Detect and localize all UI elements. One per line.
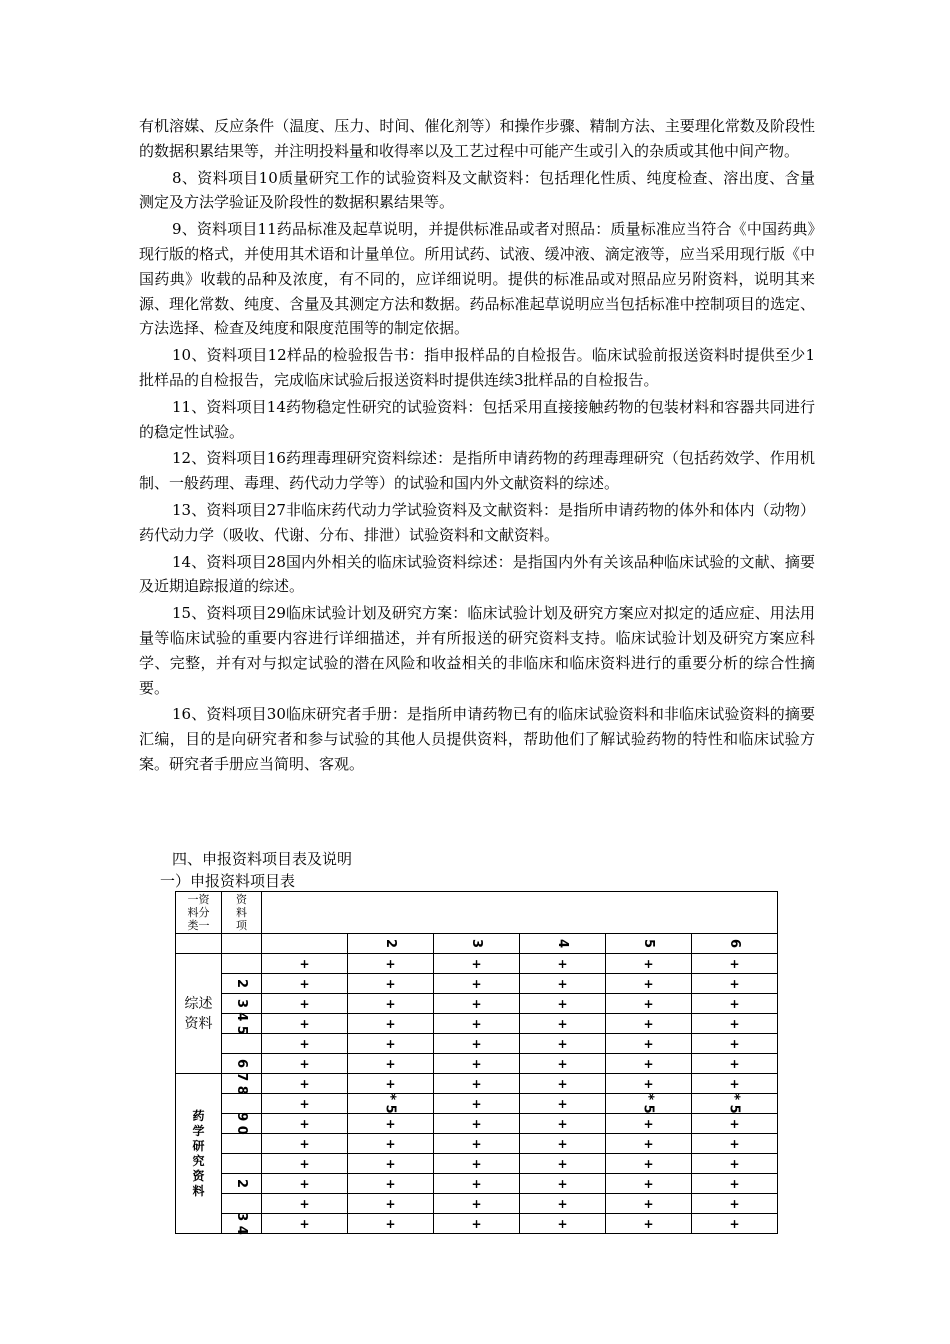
plus-cell: +: [520, 1074, 606, 1094]
plus-cell: +: [692, 1174, 778, 1194]
plus-cell: +: [262, 1114, 348, 1134]
item-label: 2: [222, 974, 262, 994]
table-header-row: [176, 892, 778, 934]
table-row: [176, 1034, 778, 1054]
plus-cell: +: [262, 954, 348, 974]
plus-cell: +: [262, 1194, 348, 1214]
table-row: [176, 1134, 778, 1154]
plus-cell: +: [520, 1094, 606, 1114]
col-number: 6: [692, 934, 778, 954]
paragraph-5: 12、资料项目16药理毒理研究资料综述：是指所申请药物的药理毒理研究（包括药效学、作用机制、一般药理、毒理、药代动力学等）的试验和国内外文献资料的综述。: [139, 449, 815, 493]
item-label: 7 8: [222, 1074, 262, 1094]
plus-cell: +: [692, 974, 778, 994]
plus-cell: +: [348, 1174, 434, 1194]
category-pharmacy: 药学研究资料: [176, 1074, 222, 1234]
table-row: [176, 1194, 778, 1214]
plus-cell: +: [348, 994, 434, 1014]
plus-cell: +: [520, 954, 606, 974]
table-number-row: [176, 934, 778, 954]
plus-cell: +: [520, 1194, 606, 1214]
plus-cell: +: [520, 1114, 606, 1134]
plus-cell: +: [520, 1014, 606, 1034]
paragraph-1: 8、资料项目10质量研究工作的试验资料及文献资料：包括理化性质、纯度检查、溶出度、含量测定及方法学验证及阶段性的数据积累结果等。: [139, 168, 815, 212]
plus-cell: +: [692, 1134, 778, 1154]
plus-cell: +: [434, 1194, 520, 1214]
paragraph-4: 11、资料项目14药物稳定性研究的试验资料：包括采用直接接触药物的包装材料和容器共同进行的稳定性试验。: [139, 397, 815, 441]
item-label: 9 0: [222, 1114, 262, 1134]
col-number: 5: [606, 934, 692, 954]
plus-cell: +: [606, 1174, 692, 1194]
plus-cell: +: [348, 974, 434, 994]
plus-cell: +: [434, 1054, 520, 1074]
star-cell: * 5: [348, 1094, 434, 1114]
plus-cell: +: [692, 1114, 778, 1134]
plus-cell: +: [348, 954, 434, 974]
plus-cell: +: [434, 974, 520, 994]
plus-cell: +: [348, 1034, 434, 1054]
plus-cell: +: [606, 1214, 692, 1234]
plus-cell: +: [692, 954, 778, 974]
plus-cell: +: [434, 994, 520, 1014]
plus-cell: +: [692, 1074, 778, 1094]
plus-cell: +: [434, 954, 520, 974]
header-blank: [262, 892, 778, 934]
plus-cell: +: [348, 1154, 434, 1174]
paragraph-9: 16、资料项目30临床研究者手册：是指所申请药物已有的临床试验资料和非临床试验资料的摘要汇编，目的是向研究者和参与试验的其他人员提供资料，帮助他们了解试验药物的特性和临床试验方案。研究者手册应当简明、客观。: [139, 705, 815, 773]
plus-cell: +: [520, 1174, 606, 1194]
plus-cell: +: [262, 1014, 348, 1034]
plus-cell: +: [262, 1214, 348, 1234]
plus-cell: +: [606, 1074, 692, 1094]
plus-cell: +: [348, 1074, 434, 1094]
paragraph-3: 10、资料项目12样品的检验报告书：指申报样品的自检报告。临床试验前报送资料时提供至少1批样品的自检报告，完成临床试验后报送资料时提供连续3批样品的自检报告。: [139, 346, 815, 389]
plus-cell: +: [262, 1174, 348, 1194]
plus-cell: +: [434, 1034, 520, 1054]
sub-title: 一）申报资料项目表: [160, 872, 296, 890]
plus-cell: +: [606, 1134, 692, 1154]
declaration-items-table: [175, 891, 778, 1234]
table-row: [176, 1094, 778, 1114]
plus-cell: +: [606, 994, 692, 1014]
plus-cell: +: [348, 1054, 434, 1074]
plus-cell: +: [434, 1214, 520, 1234]
item-label: 3 4: [222, 1214, 262, 1234]
plus-cell: +: [434, 1074, 520, 1094]
plus-cell: +: [606, 1014, 692, 1034]
table-row: [176, 974, 778, 994]
plus-cell: +: [520, 1054, 606, 1074]
plus-cell: +: [262, 1154, 348, 1174]
plus-cell: +: [606, 954, 692, 974]
table-row: [176, 954, 778, 974]
section-title: 四、申报资料项目表及说明: [172, 850, 353, 868]
plus-cell: +: [692, 1194, 778, 1214]
plus-cell: +: [434, 1014, 520, 1034]
plus-cell: +: [606, 1154, 692, 1174]
item-label: 6: [222, 1054, 262, 1074]
plus-cell: +: [520, 1154, 606, 1174]
table-row: [176, 994, 778, 1014]
star-cell: * 5: [692, 1094, 778, 1114]
paragraph-0: 有机溶媒、反应条件（温度、压力、时间、催化剂等）和操作步骤、精制方法、主要理化常数及阶段性的数据积累结果等，并注明投料量和收得率以及工艺过程中可能产生或引入的杂质或其他中间产物。: [139, 117, 815, 160]
plus-cell: +: [348, 1014, 434, 1034]
plus-cell: +: [262, 1054, 348, 1074]
plus-cell: +: [520, 1214, 606, 1234]
plus-cell: +: [262, 994, 348, 1014]
plus-cell: +: [692, 994, 778, 1014]
plus-cell: +: [520, 1134, 606, 1154]
body-text: [139, 114, 815, 779]
col-number: 3: [434, 934, 520, 954]
plus-cell: +: [520, 1034, 606, 1054]
plus-cell: +: [262, 1134, 348, 1154]
paragraph-8: 15、资料项目29临床试验计划及研究方案：临床试验计划及研究方案应对拟定的适应症、用法用量等临床试验的重要内容进行详细描述，并有所报送的研究资料支持。临床试验计划及研究方案应科学、完整，并有对与拟定试验的潜在风险和收益相关的非临床和临床资料进行的重要分析的综合性摘要。: [139, 604, 815, 697]
plus-cell: +: [262, 1074, 348, 1094]
plus-cell: +: [262, 974, 348, 994]
col-number: 4: [520, 934, 606, 954]
plus-cell: +: [434, 1134, 520, 1154]
table-row: [176, 1174, 778, 1194]
plus-cell: +: [434, 1174, 520, 1194]
plus-cell: +: [434, 1154, 520, 1174]
table-row: [176, 1154, 778, 1174]
plus-cell: +: [348, 1114, 434, 1134]
plus-cell: +: [520, 994, 606, 1014]
plus-cell: +: [692, 1214, 778, 1234]
plus-cell: +: [692, 1014, 778, 1034]
plus-cell: +: [262, 1094, 348, 1114]
plus-cell: +: [606, 1194, 692, 1214]
plus-cell: +: [434, 1114, 520, 1134]
paragraph-7: 14、资料项目28国内外相关的临床试验资料综述：是指国内外有关该品种临床试验的文献、摘要及近期追踪报道的综述。: [139, 552, 815, 596]
plus-cell: +: [692, 1154, 778, 1174]
star-cell: * 5: [606, 1094, 692, 1114]
item-label: 3: [222, 994, 262, 1014]
table-row: [176, 1114, 778, 1134]
plus-cell: +: [606, 974, 692, 994]
plus-cell: +: [348, 1134, 434, 1154]
plus-cell: +: [348, 1214, 434, 1234]
category-overview: 综述资料: [176, 954, 222, 1074]
table-row: [176, 1074, 778, 1094]
plus-cell: +: [606, 1054, 692, 1074]
plus-cell: +: [606, 1034, 692, 1054]
table-row: [176, 1214, 778, 1234]
plus-cell: +: [520, 974, 606, 994]
col-number: 2: [348, 934, 434, 954]
plus-cell: +: [262, 1034, 348, 1054]
plus-cell: +: [606, 1114, 692, 1134]
table-row: [176, 1054, 778, 1074]
paragraph-6: 13、资料项目27非临床药代动力学试验资料及文献资料：是指所申请药物的体外和体内（动物）药代动力学（吸收、代谢、分布、排泄）试验资料和文献资料。: [139, 500, 815, 544]
plus-cell: +: [692, 1054, 778, 1074]
plus-cell: +: [692, 1034, 778, 1054]
header-item: 资料项: [222, 892, 262, 934]
header-category: 一资料分类一: [176, 892, 222, 934]
item-label: 2: [222, 1174, 262, 1194]
table-row: [176, 1014, 778, 1034]
paragraph-2: 9、资料项目11药品标准及起草说明，并提供标准品或者对照品：质量标准应当符合《中国药典》现行版的格式，并使用其术语和计量单位。所用试药、试液、缓冲液、滴定液等，应当采用现行版《中国药典》收载的品种及浓度，有不同的，应详细说明。提供的标准品或对照品应另附资料，说明其来源、理化常数、纯度、含量及其测定方法和数据。药品标准起草说明应当包括标准中控制项目的选定、方法选择、检查及纯度和限度范围等的制定依据。: [139, 220, 815, 338]
plus-cell: +: [348, 1194, 434, 1214]
item-label: 4 5: [222, 1014, 262, 1034]
plus-cell: +: [434, 1094, 520, 1114]
